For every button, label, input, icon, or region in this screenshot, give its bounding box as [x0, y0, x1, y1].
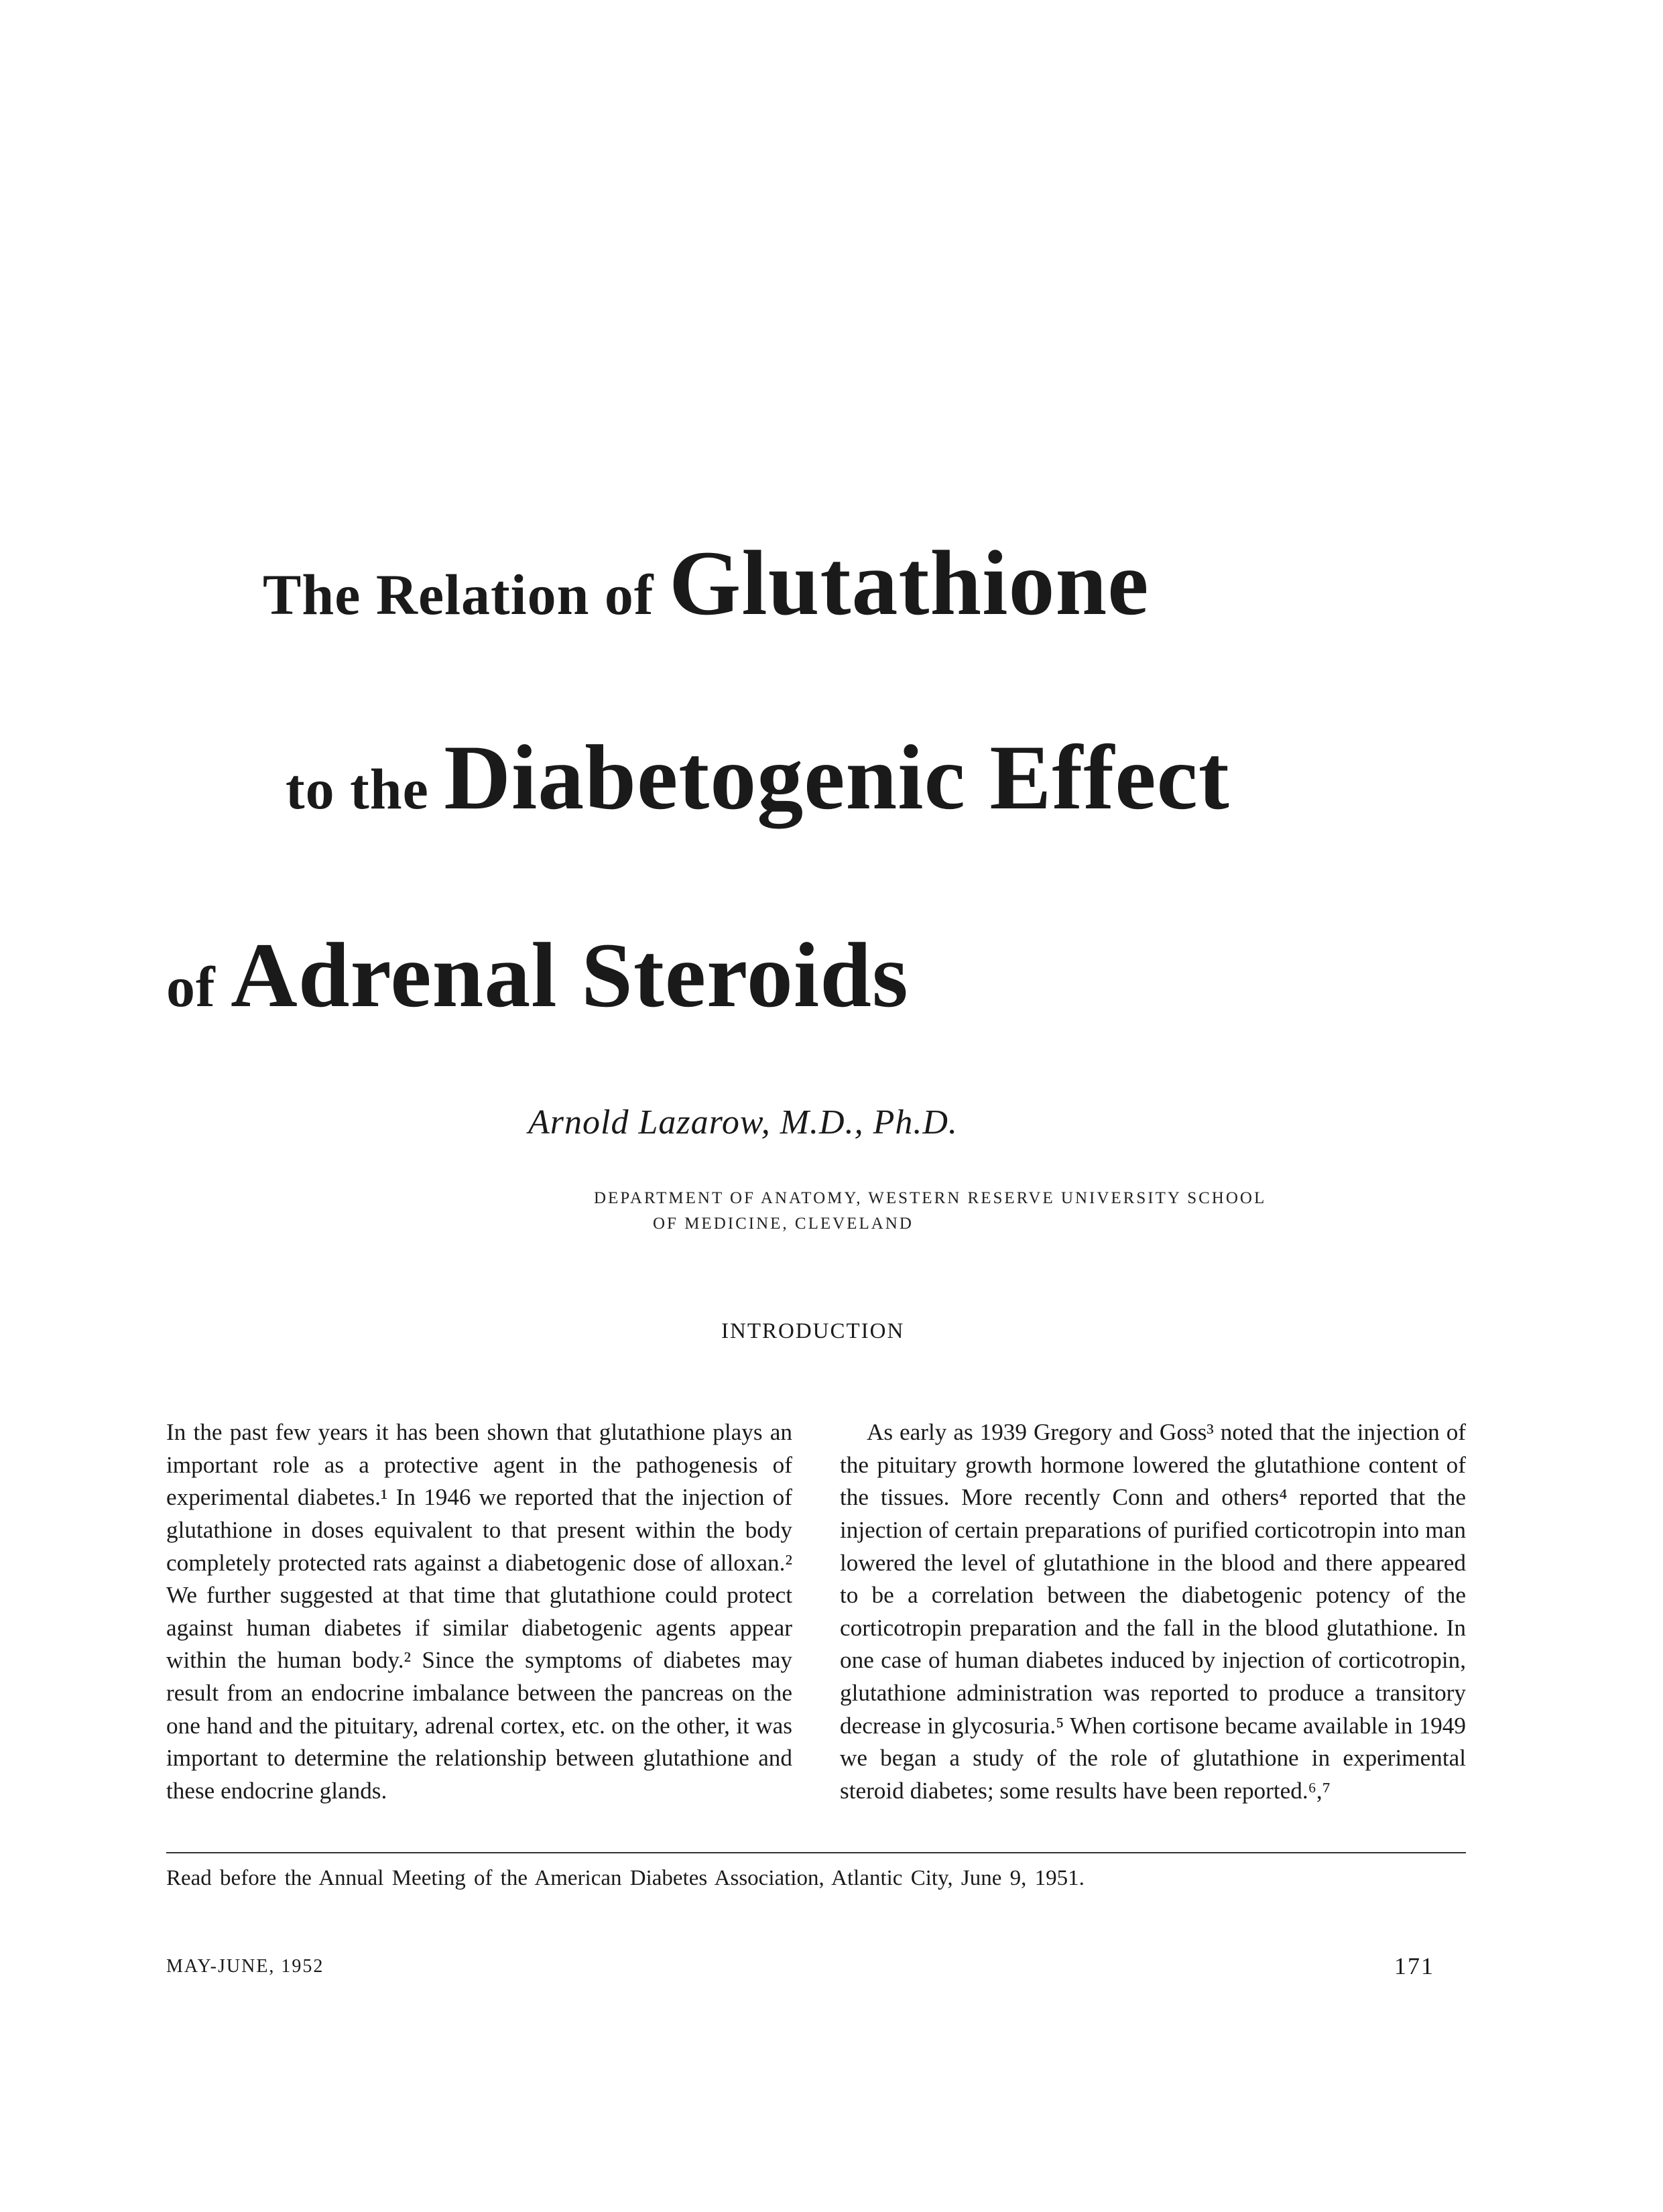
- section-heading: INTRODUCTION: [721, 1319, 905, 1343]
- affiliation-line-1: DEPARTMENT OF ANATOMY, WESTERN RESERVE UNIVERSITY SCHOOL: [594, 1189, 1267, 1207]
- author: Arnold Lazarow, M.D., Ph.D.: [528, 1103, 958, 1142]
- title-line-3: [166, 922, 909, 1028]
- title-line-1: [263, 530, 1149, 636]
- title-line-2-big: Diabetogenic Effect: [444, 726, 1230, 828]
- footnote-divider: [166, 1852, 1466, 1853]
- page-number: 171: [1394, 1953, 1434, 1979]
- title-line-3-big: Adrenal Steroids: [231, 924, 909, 1026]
- affiliation-line-2: OF MEDICINE, CLEVELAND: [653, 1215, 914, 1233]
- body-column-left: In the past few years it has been shown that glutathione plays an important role as a protective agent in the pathogenesis of experimental diabetes.¹ In 1946 we reported that the injection of glutathione in doses equivalent to that present within the body completely protected rats against a diabetogenic dose of alloxan.² We further suggested at that time that glutathione could protect against human diabetes if similar diabetogenic agents appear within the human body.² Since the symptoms of diabetes may result from an endocrine imbalance between the pancreas on the one hand and the pituitary, adrenal cortex, etc. on the other, it was important to determine the relationship between glutathione and these endocrine glands.: [166, 1419, 792, 1804]
- body-column-right: As early as 1939 Gregory and Goss³ noted that the injection of the pituitary growth hormone lowered the glutathione content of the tissues. More recently Conn and others⁴ reported that the injection of certain preparations of purified corticotropin into man lowered the level of glutathione in the blood and there appeared to be a correlation between the diabetogenic potency of the corticotropin preparation and the fall in the blood glutathione. In one case of human diabetes induced by injection of corticotropin, glutathione administration was reported to produce a transitory decrease in glycosuria.⁵ When cortisone became available in 1949 we began a study of the role of glutathione in experimental steroid diabetes; some results have been reported.⁶,⁷: [840, 1419, 1466, 1804]
- title-line-2-small: to the: [286, 757, 444, 821]
- footnote: Read before the Annual Meeting of the American Diabetes Association, Atlantic City, June 9, 1951.: [166, 1866, 1085, 1890]
- title-line-3-small: of: [166, 955, 231, 1019]
- title-line-1-small: The Relation of: [263, 562, 670, 627]
- title-line-2: [286, 724, 1230, 831]
- footer-date: MAY-JUNE, 1952: [166, 1956, 324, 1977]
- title-line-1-big: Glutathione: [669, 532, 1150, 634]
